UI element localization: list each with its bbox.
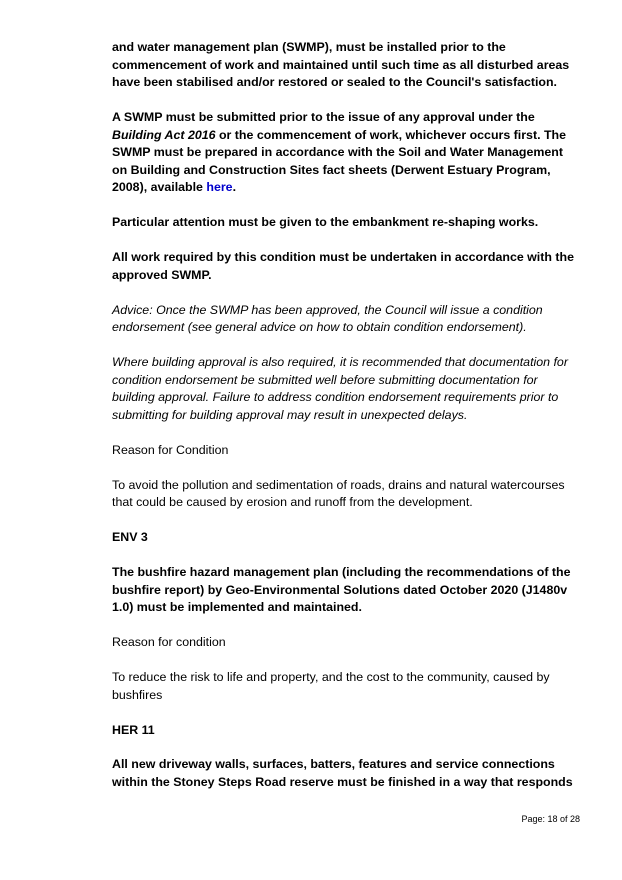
env3-paragraph	[112, 564, 580, 617]
text-line: condition endorsement be submitted well before submitting documentation for	[112, 372, 538, 387]
text-line: and water management plan (SWMP), must be installed prior to the	[112, 40, 506, 54]
text-line: ENV 3	[112, 530, 148, 545]
text-line: 1.0) must be implemented and maintained.	[112, 600, 362, 615]
text-line: HER 11	[112, 722, 155, 737]
advice-paragraph-1	[112, 302, 580, 337]
text-line: The bushfire hazard management plan (including the recommendations of the	[112, 565, 571, 580]
text-line: bushfire report) by Geo-Environmental Solutions dated October 2020 (J1480v	[112, 582, 568, 597]
text-line: 2008), available	[112, 180, 207, 195]
text-line: SWMP must be prepared in accordance with the Soil and Water Management	[112, 145, 563, 160]
reason-heading-1	[112, 442, 580, 460]
text-line: Advice: Once the SWMP has been approved, the Council will issue a condition	[112, 302, 543, 317]
text-line: To reduce the risk to life and property, and the cost to the community, caused by	[112, 670, 550, 685]
here-link[interactable]: here	[206, 180, 233, 195]
env3-heading	[112, 529, 580, 547]
text-line: A SWMP must be submitted prior to the issue of any approval under the	[112, 110, 535, 125]
text-line: All work required by this condition must be undertaken in accordance with the	[112, 250, 574, 265]
text-line: bushfires	[112, 687, 163, 702]
embankment-paragraph	[112, 214, 580, 232]
reason-heading-2	[112, 634, 580, 652]
text-line: To avoid the pollution and sedimentation of roads, drains and natural watercourses	[112, 477, 565, 492]
her11-paragraph	[112, 756, 580, 791]
text-line: within the Stoney Steps Road reserve must be finished in a way that responds	[112, 775, 573, 790]
text-line: Particular attention must be given to the embankment re-shaping works.	[112, 215, 539, 230]
text-line: have been stabilised and/or restored or sealed to the Council's satisfaction.	[112, 75, 557, 90]
document-body	[112, 39, 580, 792]
text-line: on Building and Construction Sites fact sheets (Derwent Estuary Program,	[112, 162, 551, 177]
reason-paragraph-2	[112, 669, 580, 704]
text-line: commencement of work and maintained until such time as all disturbed areas	[112, 57, 570, 72]
text-line: Reason for Condition	[112, 442, 229, 457]
reason-paragraph-1	[112, 477, 580, 512]
text-line: .	[232, 180, 237, 195]
text-line: All new driveway walls, surfaces, batters, features and service connections	[112, 757, 555, 772]
swmp-submit-paragraph	[112, 109, 580, 197]
text-line: submitting for building approval may result in unexpected delays.	[112, 407, 468, 422]
swmp-intro-paragraph	[112, 39, 580, 92]
page-number: Page: 18 of 28	[521, 814, 580, 824]
act-reference: Building Act 2016	[112, 127, 216, 142]
text-line: endorsement (see general advice on how to obtain condition endorsement).	[112, 320, 527, 335]
text-line: building approval. Failure to address condition endorsement requirements prior to	[112, 390, 559, 405]
text-line: that could be caused by erosion and runoff from the development.	[112, 495, 473, 510]
all-work-paragraph	[112, 249, 580, 284]
text-line: or the commencement of work, whichever occurs first. The	[215, 127, 566, 142]
advice-paragraph-2	[112, 354, 580, 424]
text-line: Where building approval is also required, it is recommended that documentation for	[112, 355, 568, 370]
her11-heading	[112, 722, 580, 740]
text-line: Reason for condition	[112, 635, 226, 650]
text-line: approved SWMP.	[112, 267, 212, 282]
